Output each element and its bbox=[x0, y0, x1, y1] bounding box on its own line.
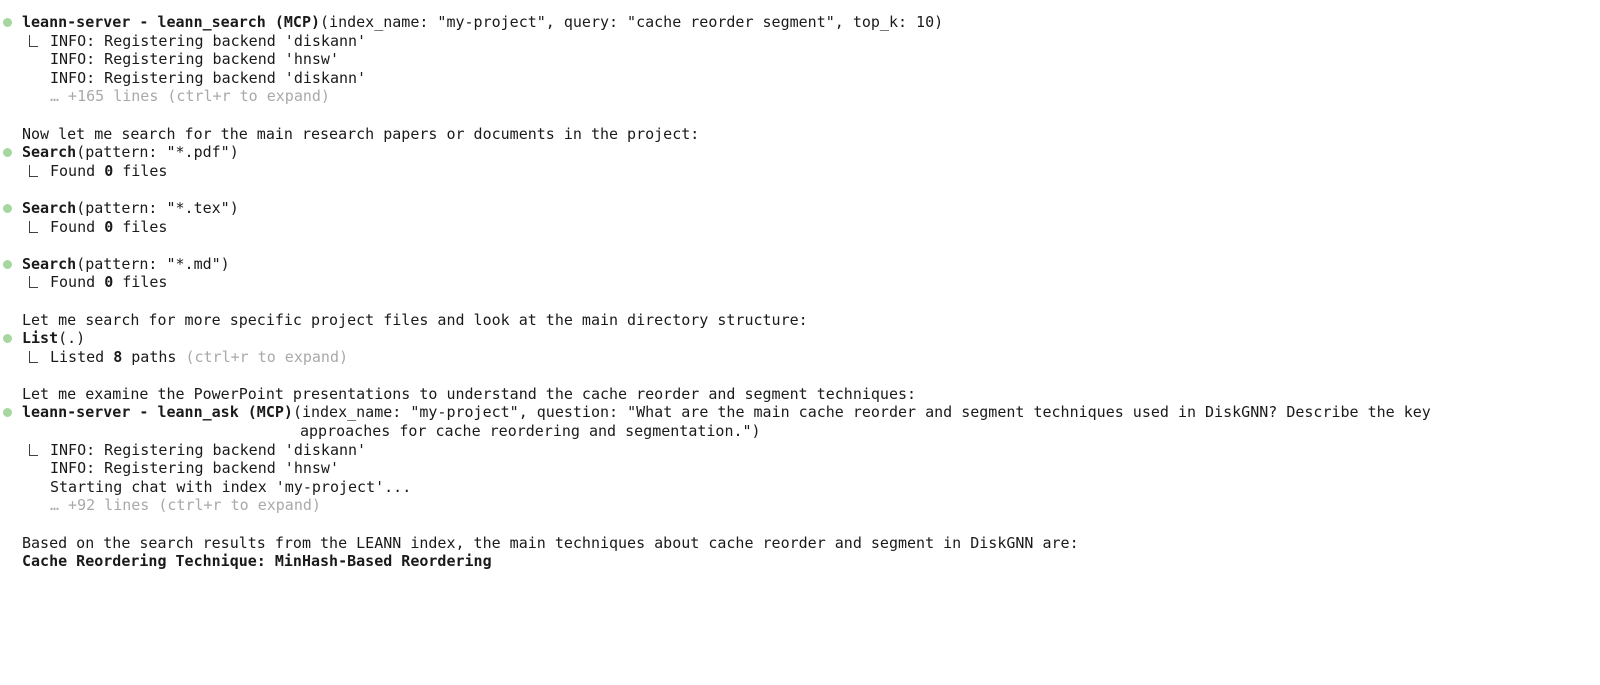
tool-output-text: INFO: Registering backend 'diskann' bbox=[50, 440, 367, 459]
tool-name: Search bbox=[22, 143, 77, 162]
tool-call-line bbox=[0, 255, 1600, 274]
tool-args: (.) bbox=[58, 329, 86, 348]
tool-output-text: INFO: Registering backend 'hnsw' bbox=[50, 50, 339, 69]
tool-block-search-md bbox=[0, 255, 1600, 292]
collapsed-lines-hint bbox=[0, 496, 1600, 515]
tool-status-dot-icon bbox=[3, 148, 12, 157]
expand-hint: (ctrl+r to expand) bbox=[185, 347, 349, 366]
tool-output-line bbox=[0, 459, 1600, 478]
elbow-connector-icon bbox=[29, 351, 38, 363]
tool-block-search-pdf bbox=[0, 143, 1600, 180]
tool-output-text: INFO: Registering backend 'hnsw' bbox=[50, 459, 339, 478]
tool-output-text: Starting chat with index 'my-project'... bbox=[50, 477, 412, 496]
tool-block-list bbox=[0, 329, 1600, 366]
section-heading: Cache Reordering Technique: MinHash-Based Reordering bbox=[22, 552, 492, 571]
result-text: files bbox=[113, 161, 168, 180]
result-text: paths bbox=[122, 347, 186, 366]
tool-result-line bbox=[0, 162, 1600, 181]
tool-output-line bbox=[0, 32, 1600, 51]
tool-name: List bbox=[22, 329, 59, 348]
tool-status-dot-icon bbox=[3, 204, 12, 213]
tool-call-line bbox=[0, 403, 1600, 422]
result-text: Found bbox=[50, 273, 105, 292]
tool-output-line bbox=[0, 50, 1600, 69]
tool-block-leann-ask bbox=[0, 403, 1600, 515]
tool-args: (pattern: "*.pdf") bbox=[76, 143, 239, 162]
tool-output-line bbox=[0, 478, 1600, 497]
tool-name: leann-server - leann_ask (MCP) bbox=[22, 403, 293, 422]
tool-args: (pattern: "*.tex") bbox=[76, 198, 239, 217]
result-count: 8 bbox=[113, 347, 123, 366]
tool-name: leann-server - leann_search (MCP) bbox=[22, 13, 321, 31]
tool-status-dot-icon bbox=[3, 408, 12, 417]
assistant-message: Let me examine the PowerPoint presentations to understand the cache reorder and segment techniques: bbox=[22, 384, 917, 403]
elbow-connector-icon bbox=[29, 444, 38, 456]
tool-output-text: INFO: Registering backend 'diskann' bbox=[50, 31, 367, 50]
tool-status-dot-icon bbox=[3, 334, 12, 343]
tool-block-search-tex bbox=[0, 199, 1600, 236]
elbow-connector-icon bbox=[29, 35, 38, 47]
tool-args: (index_name: "my-project", query: "cache reorder segment", top_k: 10) bbox=[320, 13, 944, 31]
result-text: Found bbox=[50, 217, 105, 236]
tool-status-dot-icon bbox=[3, 260, 12, 269]
tool-status-dot-icon bbox=[3, 18, 12, 27]
tool-output-text: INFO: Registering backend 'diskann' bbox=[50, 68, 367, 87]
assistant-message: Let me search for more specific project files and look at the main directory structure: bbox=[22, 310, 808, 329]
collapsed-lines-text: … +165 lines (ctrl+r to expand) bbox=[50, 87, 330, 106]
tool-block-leann-search bbox=[0, 13, 1600, 106]
result-text: Found bbox=[50, 161, 105, 180]
tool-output-line bbox=[0, 441, 1600, 460]
elbow-connector-icon bbox=[29, 221, 38, 233]
result-text: files bbox=[113, 217, 168, 236]
result-text: files bbox=[113, 273, 168, 292]
elbow-connector-icon bbox=[29, 276, 38, 288]
tool-call-line bbox=[0, 199, 1600, 218]
tool-result-line bbox=[0, 348, 1600, 367]
tool-args: (index_name: "my-project", question: "What are the main cache reorder and segment techniques used in DiskGNN? Describe the key bbox=[292, 403, 1431, 422]
tool-result-line bbox=[0, 218, 1600, 237]
tool-call-line bbox=[0, 143, 1600, 162]
result-count: 0 bbox=[104, 217, 114, 236]
tool-name: Search bbox=[22, 198, 77, 217]
tool-args-continuation: approaches for cache reordering and segmentation.") bbox=[300, 422, 761, 441]
collapsed-lines-hint bbox=[0, 87, 1600, 106]
tool-call-line bbox=[0, 329, 1600, 348]
result-count: 0 bbox=[104, 161, 114, 180]
assistant-message: Based on the search results from the LEANN index, the main techniques about cache reorder and segment in DiskGNN are: bbox=[22, 533, 1079, 552]
result-text: Listed bbox=[50, 347, 114, 366]
tool-output-line bbox=[0, 69, 1600, 88]
elbow-connector-icon bbox=[29, 165, 38, 177]
tool-name: Search bbox=[22, 254, 77, 273]
tool-call-line bbox=[0, 13, 1600, 32]
assistant-message: Now let me search for the main research papers or documents in the project: bbox=[22, 124, 700, 143]
result-count: 0 bbox=[104, 273, 114, 292]
tool-result-line bbox=[0, 273, 1600, 292]
tool-args: (pattern: "*.md") bbox=[76, 254, 230, 273]
collapsed-lines-text: … +92 lines (ctrl+r to expand) bbox=[50, 496, 321, 515]
